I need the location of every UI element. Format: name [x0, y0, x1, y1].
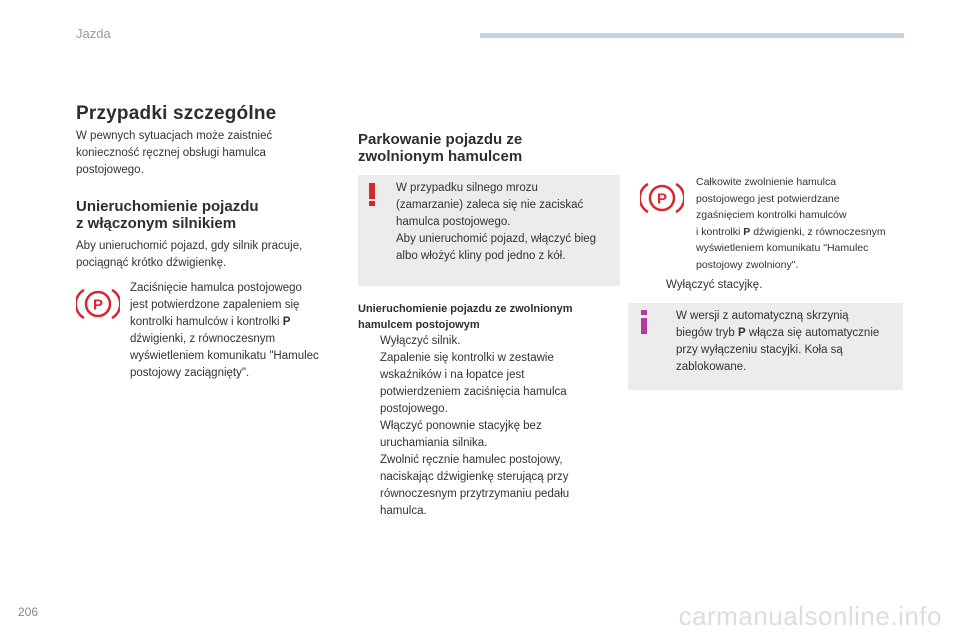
procedure-steps [358, 333, 620, 520]
subtitle-engine-running: Unieruchomienie pojazdu z włączonym silnikiem [76, 198, 259, 232]
header-bar [480, 33, 904, 38]
intro-paragraph: W pewnych sytuacjach może zaistnieć konieczność ręcznej obsługi hamulca postojowego. [76, 130, 273, 176]
info-box [628, 303, 903, 390]
subtitle-parking-released: Parkowanie pojazdu ze zwolnionym hamulcem [358, 131, 523, 165]
parking-brake-icon [76, 286, 120, 322]
section-label: Jazda [76, 26, 111, 41]
watermark: carmanualsonline.info [678, 601, 942, 631]
applied-indicator-text: Zaciśnięcie hamulca postojowego jest potwierdzone zapaleniem się kontrolki hamulców i kontrolki P dźwigienki, z równoczesnym wyświetleniem komunikatu "Hamulec postojowy zaciągnięty". [130, 282, 319, 379]
page-title: Przypadki szczególne [76, 103, 277, 124]
svg-text:P: P [656, 190, 668, 208]
released-indicator-text: Całkowite zwolnienie hamulca postojowego jest potwierdzane zgaśnięciem kontrolki hamulców i kontrolki P dźwigienki, z równoczesnym wyświetleniem komunikatu "Hamulec postojowy zwolniony". [696, 176, 886, 271]
svg-text:P: P [92, 296, 104, 314]
ignition-off-item: Wyłączyć stacyjkę. [666, 279, 763, 291]
warning-icon [368, 183, 376, 212]
info-text: W wersji z automatyczną skrzynią biegów tryb P włącza się automatycznie przy wyłączeniu stacyjki. Koła są zablokowane. [676, 310, 880, 373]
step-item: Wyłączyć silnik. Zapalenie się kontrolki w zestawie wskaźników i na łopatce jest potwierdzeniem zaciśnięcia hamulca postojowego. [380, 335, 567, 415]
parking-brake-icon [640, 180, 684, 216]
info-icon [640, 310, 648, 339]
page-number: 206 [18, 605, 39, 619]
warning-box [358, 175, 620, 286]
engine-running-paragraph: Aby unieruchomić pojazd, gdy silnik pracuje, pociągnąć krótko dźwigienkę. [76, 240, 303, 269]
warning-text: W przypadku silnego mrozu (zamarzanie) zaleca się nie zaciskać hamulca postojowego. Aby unieruchomić pojazd, włączyć bieg albo włożyć kliny pod jedno z kół. [396, 182, 597, 262]
procedure-title: Unieruchomienie pojazdu ze zwolnionym hamulcem postojowym [358, 303, 573, 331]
step-item: Zwolnić ręcznie hamulec postojowy, naciskając dźwigienkę sterującą przy równoczesnym przytrzymaniu pedału hamulca. [380, 454, 570, 517]
step-item: Włączyć ponownie stacyjkę bez uruchamiania silnika. [380, 420, 542, 449]
